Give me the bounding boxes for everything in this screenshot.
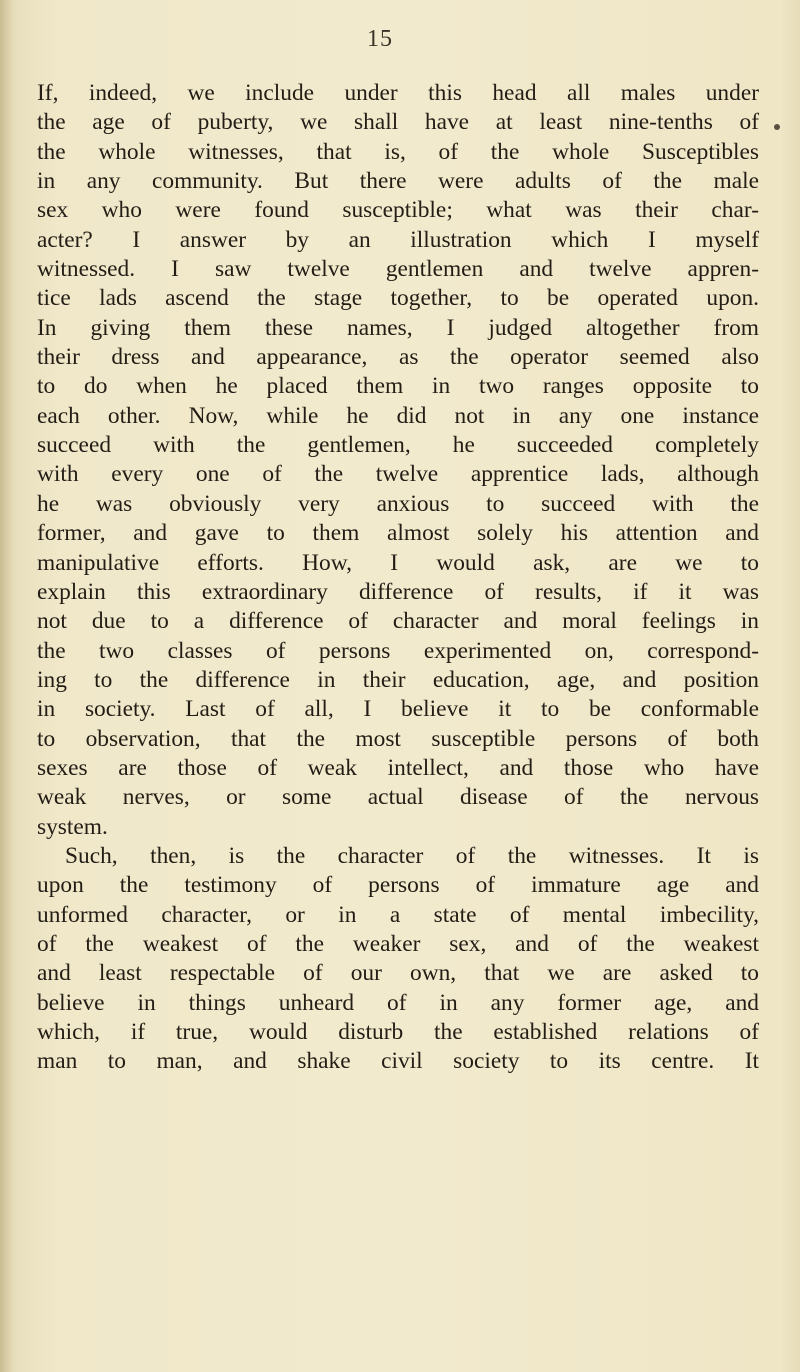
- text-line: acter? I answer by an illustration which I myself: [37, 226, 759, 253]
- text-line: the two classes of persons experimented on, correspond-: [37, 637, 759, 664]
- text-line: in any community. But there were adults of the male: [37, 168, 759, 195]
- text-line: each other. Now, while he did not in any one instance: [37, 402, 759, 429]
- text-line: ing to the difference in their education, age, and position: [37, 666, 759, 693]
- text-line: in society. Last of all, I believe it to be conformable: [37, 696, 759, 723]
- text-line: system.: [37, 813, 108, 840]
- text-line: unformed character, or in a state of mental imbecility,: [37, 901, 759, 928]
- text-line: If, indeed, we include under this head all males under: [37, 80, 759, 106]
- text-line: believe in things unheard of in any former age, and: [37, 989, 759, 1016]
- text-line: explain this extraordinary difference of results, if it was: [37, 578, 759, 605]
- text-line: which, if true, would disturb the established relations of: [37, 1019, 759, 1045]
- text-line: he was obviously very anxious to succeed with the: [37, 490, 759, 517]
- text-line: not due to a difference of character and moral feelings in: [37, 608, 759, 635]
- text-line: sex who were found susceptible; what was their char-: [37, 197, 759, 224]
- text-line: witnessed. I saw twelve gentlemen and twelve appren-: [37, 256, 759, 283]
- page-number: 15: [367, 26, 393, 52]
- body-text: [37, 79, 759, 1077]
- text-line: former, and gave to them almost solely his attention and: [37, 520, 759, 547]
- text-line: manipulative efforts. How, I would ask, are we to: [37, 549, 759, 576]
- text-line: tice lads ascend the stage together, to be operated upon.: [37, 285, 759, 312]
- text-line: of the weakest of the weaker sex, and of the weakest: [37, 930, 759, 957]
- text-line: succeed with the gentlemen, he succeeded completely: [37, 432, 759, 459]
- text-line: man to man, and shake civil society to its centre. It: [37, 1048, 759, 1075]
- text-line: upon the testimony of persons of immature age and: [37, 872, 759, 899]
- text-line: and least respectable of our own, that we are asked to: [37, 960, 759, 987]
- text-line: the age of puberty, we shall have at least nine-tenths of: [37, 109, 759, 136]
- text-line: with every one of the twelve apprentice lads, although: [37, 461, 759, 488]
- page-gutter: [0, 0, 12, 1372]
- text-line: their dress and appearance, as the operator seemed also: [37, 344, 759, 371]
- margin-mark: [774, 124, 780, 130]
- text-line: weak nerves, or some actual disease of the nervous: [37, 784, 759, 811]
- text-line: In giving them these names, I judged altogether from: [37, 314, 759, 341]
- text-line: sexes are those of weak intellect, and those who have: [37, 754, 759, 781]
- text-line: Such, then, is the character of the witnesses. It is: [65, 842, 759, 869]
- text-line: to observation, that the most susceptible persons of both: [37, 725, 759, 752]
- text-line: the whole witnesses, that is, of the whole Susceptibles: [37, 138, 759, 165]
- text-line: to do when he placed them in two ranges opposite to: [37, 373, 759, 400]
